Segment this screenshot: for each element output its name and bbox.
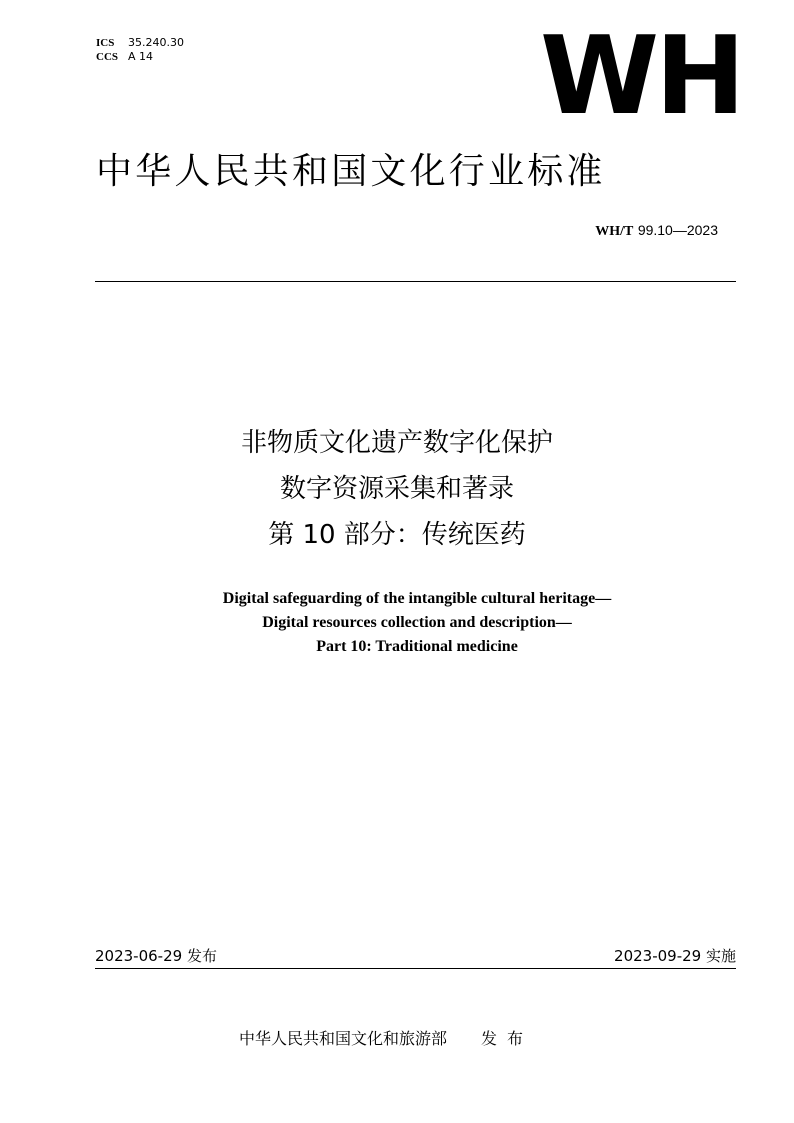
ccs-value: A 14: [128, 50, 154, 63]
chinese-title-line-3: 第 10 部分：传统医药: [268, 520, 526, 550]
classification-codes: [96, 36, 184, 64]
implementation-date: 2023-09-29 实施: [614, 947, 736, 965]
standard-category: 中华人民共和国文化行业标准: [96, 151, 606, 192]
issue-date: 2023-06-29 发布: [95, 947, 217, 965]
wh-logo: WH: [540, 14, 742, 139]
english-title-line-2: Digital resources collection and description—: [262, 614, 572, 631]
ics-code: [96, 36, 184, 50]
standard-number-prefix: WH/T: [595, 224, 634, 239]
bottom-divider: [95, 968, 736, 969]
publisher-name: 中华人民共和国文化和旅游部: [239, 1029, 448, 1048]
english-title-line-3: Part 10: Traditional medicine: [316, 638, 518, 655]
ics-label: ICS: [96, 37, 115, 49]
ics-value: 35.240.30: [128, 36, 184, 49]
standard-number: [595, 222, 718, 240]
standard-number-value: 99.10—2023: [637, 222, 718, 238]
english-title: [0, 587, 794, 659]
chinese-title: [0, 420, 794, 558]
publisher: [239, 1026, 533, 1049]
ccs-label: CCS: [96, 51, 119, 63]
top-divider: [95, 281, 736, 282]
chinese-title-line-1: 非物质文化遗产数字化保护: [240, 428, 553, 458]
publisher-action: 发布: [481, 1029, 534, 1048]
ccs-code: [96, 50, 184, 64]
english-title-line-1: Digital safeguarding of the intangible cultural heritage—: [222, 590, 612, 607]
chinese-title-line-2: 数字资源采集和著录: [279, 474, 514, 504]
